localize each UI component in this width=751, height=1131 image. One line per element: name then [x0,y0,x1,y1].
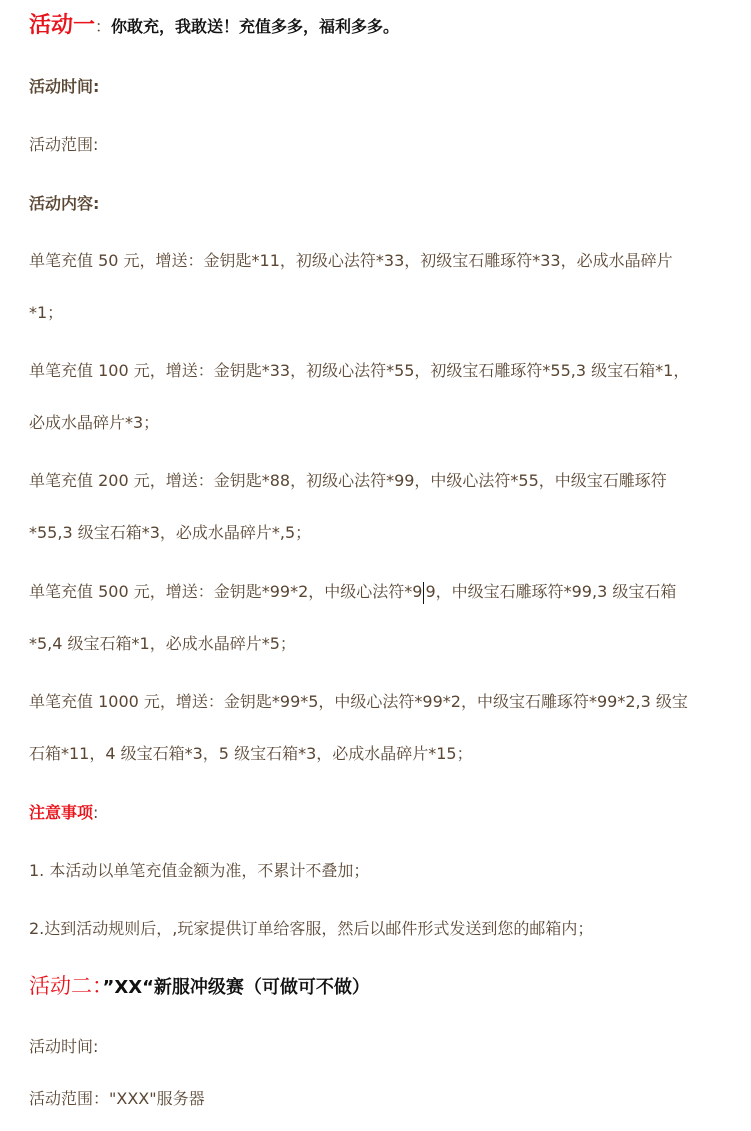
tier-50-line1: 单笔充值 50 元，增送：金钥匙*11，初级心法符*33，初级宝石雕琢符*33，必成水晶碎片 [29,251,673,270]
notice-heading [29,802,98,824]
activity-time-label: 活动时间: [29,77,100,96]
activity-range-label: 活动范围: [29,135,99,154]
tier-200-line1: 单笔充值 200 元，增送：金钥匙*88，初级心法符*99，中级心法符*55，中级宝石雕琢符 [29,471,667,490]
tier-1000-line1: 单笔充值 1000 元，增送：金钥匙*99*5，中级心法符*99*2，中级宝石雕琢符*99*2,3 级宝 [29,692,688,711]
activity2-time-label: 活动时间: [29,1037,99,1056]
activity2-colon: ： [92,974,103,998]
notice-colon: : [93,803,99,822]
tier-1000-line2: 石箱*11，4 级宝石箱*3，5 级宝石箱*3，必成水晶碎片*15； [29,744,473,763]
tier-500-line1-part-a: 单笔充值 500 元，增送：金钥匙*99*2，中级心法符*9 [29,582,423,601]
activity2-title: 活动二 [29,974,92,998]
activity2-name: ”XX“新服冲级赛（可做可不做） [102,977,370,998]
tier-100-line2: 必成水晶碎片*3； [29,413,160,432]
activity1-title: 活动一 [29,13,96,38]
activity2-range-label: 活动范围："XXX"服务器 [29,1089,205,1108]
tier-50-line2: *1； [29,303,64,322]
tier-100-line1: 单笔充值 100 元，增送：金钥匙*33，初级心法符*55，初级宝石雕琢符*55,3 级宝石箱*1， [29,361,690,380]
note-1: 1. 本活动以单笔充值金额为准，不累计不叠加； [29,861,370,880]
tier-500-line1-part-b: 9，中级宝石雕琢符*99,3 级宝石箱 [425,582,677,601]
activity1-slogan: 你敢充，我敢送！充值多多，福利多多。 [111,17,400,36]
tier-200-line2: *55,3 级宝石箱*3，必成水晶碎片*,5； [29,523,312,542]
activity2-heading [29,975,370,999]
tier-500-line2: *5,4 级宝石箱*1，必成水晶碎片*5； [29,634,296,653]
tier-500-line1[interactable] [29,581,676,604]
notice-label: 注意事项 [29,803,94,822]
activity1-colon: ： [95,17,112,36]
activity-content-label: 活动内容: [29,194,100,213]
activity1-heading [29,15,399,38]
note-2: 2.达到活动规则后，,玩家提供订单给客服，然后以邮件形式发送到您的邮箱内； [29,919,594,938]
